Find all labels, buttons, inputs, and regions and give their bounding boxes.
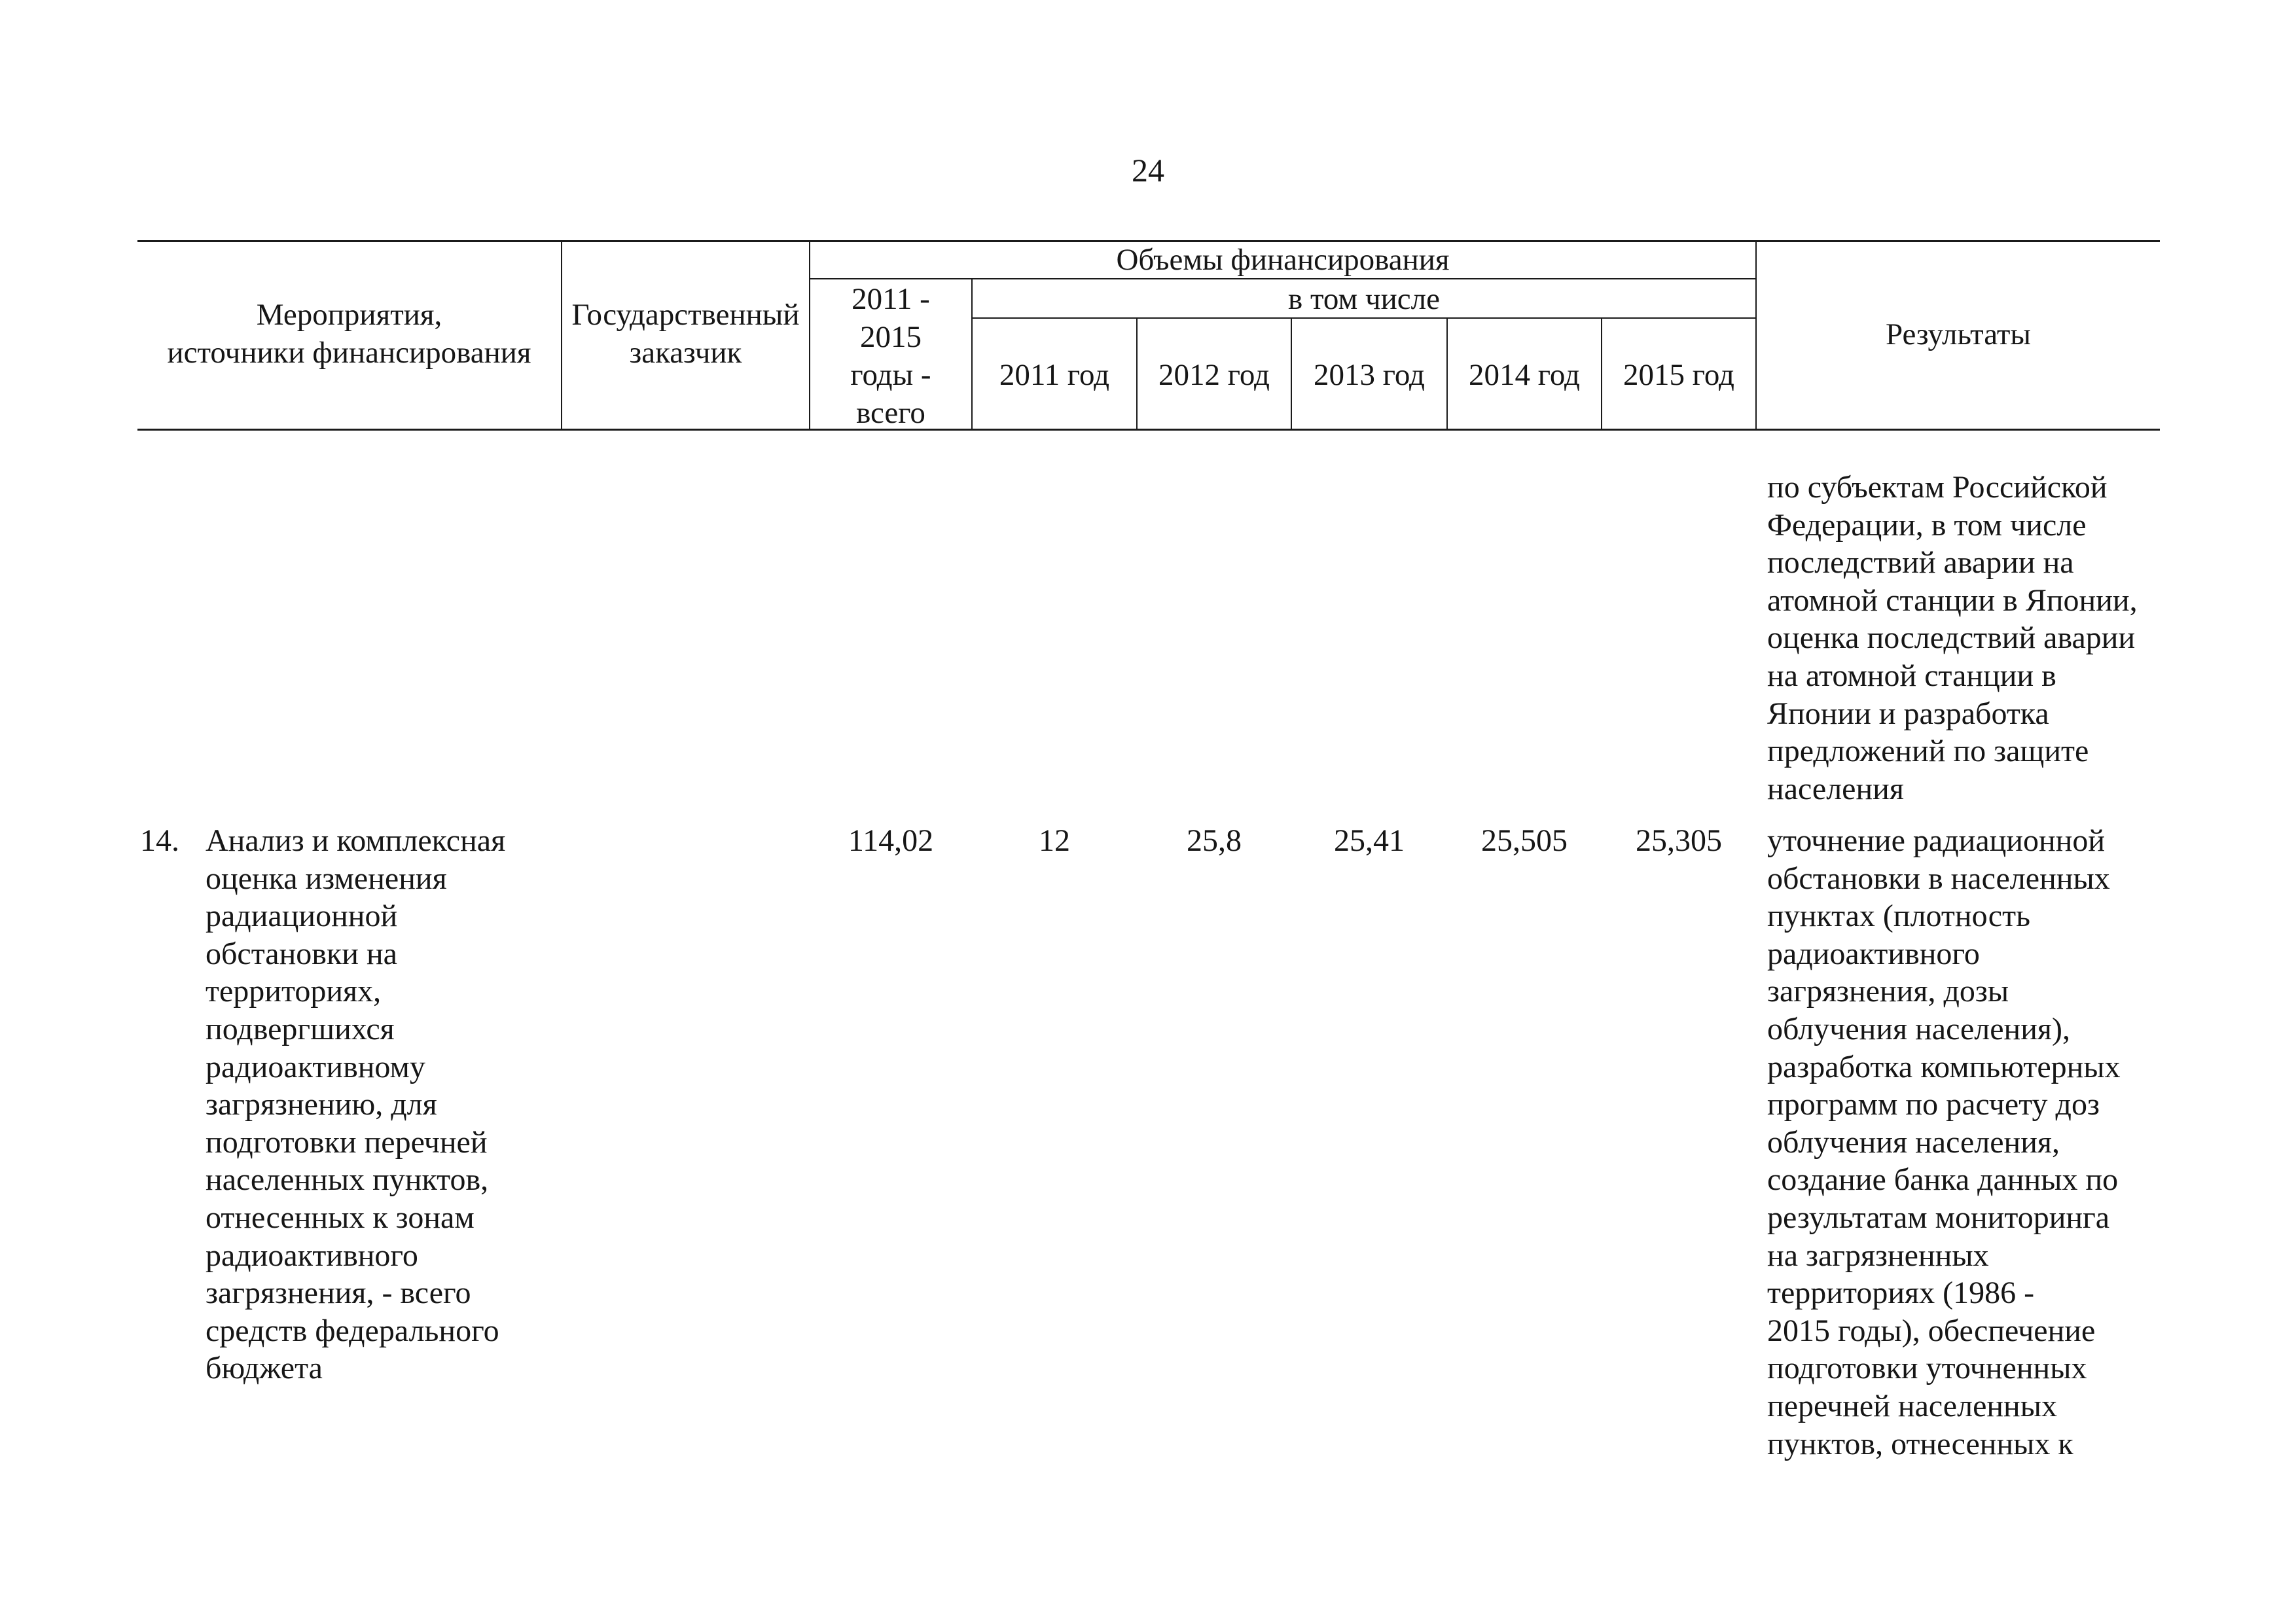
header-year-2012: 2012 год (1158, 358, 1270, 392)
header-year-2013: 2013 год (1314, 358, 1425, 392)
row-14-2015: 25,305 (1636, 823, 1722, 858)
header-year-2014: 2014 год (1469, 358, 1580, 392)
continuation-results-text: по субъектам Российской Федерации, в том числе последствий аварии на атомной станции в Японии, оценка последствий аварии на атомной станции в Японии и разработка предложений по защите населения (1767, 470, 2138, 806)
row-14-2011: 12 (1039, 823, 1070, 858)
header-results: Результаты (1886, 317, 2031, 351)
row-14-2014: 25,505 (1481, 823, 1568, 858)
header-bottom-rule (137, 429, 2160, 431)
row-14-2013: 25,41 (1334, 823, 1405, 858)
row-14-activity: Анализ и комплексная оценка изменения радиационной обстановки на территориях, подвергшихся радиоактивному загрязнению, для подготовки перечней населенных пунктов, отнесенных к зонам радиоактивного загрязнения, - всего средств федерального бюджета (206, 823, 506, 1386)
header-year-2015: 2015 год (1623, 358, 1734, 392)
header-funding-volumes: Объемы финансирования (1116, 243, 1450, 277)
page-number: 24 (1132, 152, 1164, 188)
row-14-results: уточнение радиационной обстановки в населенных пунктах (плотность радиоактивного загрязнения, дозы облучения населения), разработка компьютерных программ по расчету доз облучения населения, создание банка данных по результатам мониторинга на загрязненных территориях (1986 - 2015 годы), обеспечение подготовки уточненных перечней населенных пунктов, отнесенных к (1767, 823, 2121, 1461)
header-year-2011: 2011 год (999, 358, 1110, 392)
header-activities: Мероприятия, источники финансирования (167, 298, 531, 370)
row-14-2012: 25,8 (1187, 823, 1242, 858)
row-14-number: 14. (140, 823, 179, 858)
header-including: в том числе (1288, 282, 1440, 316)
header-total: 2011 - 2015 годы - всего (850, 282, 931, 430)
row-14-total: 114,02 (848, 823, 934, 858)
header-customer: Государственный заказчик (571, 298, 800, 370)
